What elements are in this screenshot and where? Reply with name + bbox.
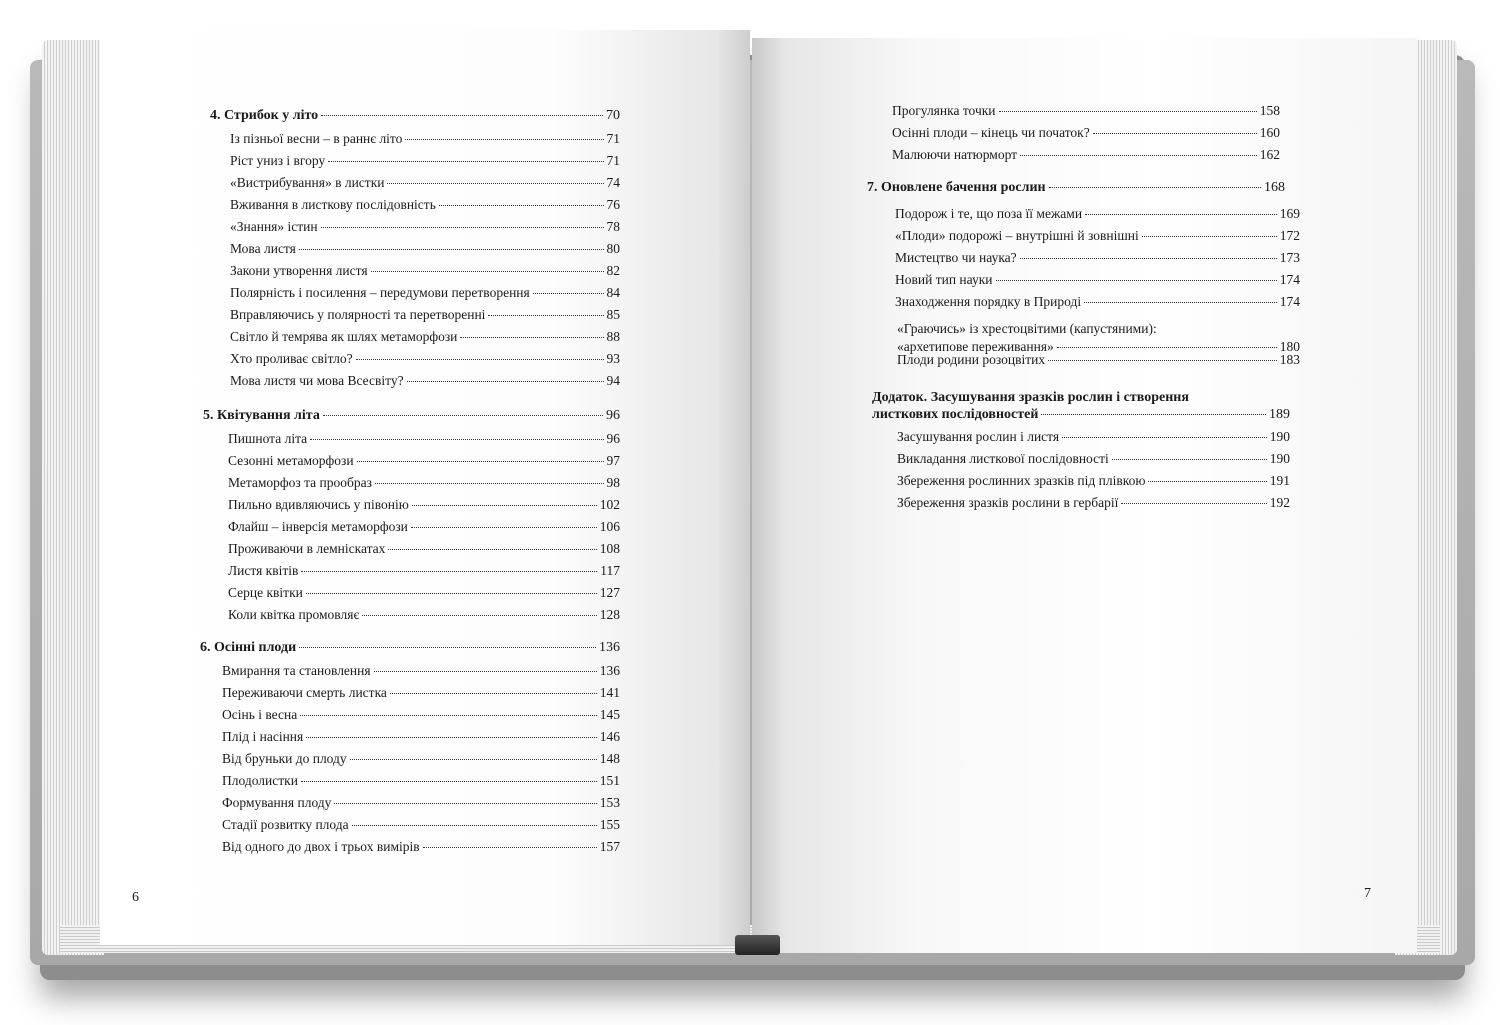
toc-entry-page: 160 — [1259, 125, 1280, 140]
dot-leader — [321, 115, 603, 116]
toc-entry[interactable] — [892, 147, 1280, 163]
dot-leader — [1020, 258, 1277, 259]
toc-entry[interactable] — [228, 519, 620, 535]
toc-entry[interactable] — [897, 473, 1290, 489]
dot-leader — [1093, 133, 1257, 134]
toc-entry-page: 82 — [606, 263, 620, 278]
dot-leader — [1112, 459, 1267, 460]
right-page — [752, 38, 1417, 953]
toc-entry-title: Вживання в листкову послідовність — [230, 197, 436, 212]
toc-entry[interactable] — [228, 475, 620, 491]
toc-entry-page: 106 — [599, 519, 620, 534]
toc-entry-title: 6. Осінні плоди — [200, 640, 297, 655]
toc-entry[interactable] — [230, 131, 620, 147]
toc-entry-page: 145 — [599, 707, 620, 722]
toc-entry-title: Знаходження порядку в Природі — [895, 294, 1082, 309]
appendix-heading-line1[interactable]: Додаток. Засушування зразків рослин і створення — [872, 390, 1189, 405]
toc-entry-title: Вправляючись у полярності та перетворенні — [230, 307, 486, 322]
dot-leader — [375, 483, 604, 484]
toc-entry[interactable] — [895, 250, 1300, 266]
dot-leader — [357, 461, 604, 462]
toc-heading[interactable] — [203, 408, 620, 424]
dot-leader — [1049, 187, 1261, 188]
toc-entry[interactable] — [228, 431, 620, 447]
dot-leader — [488, 315, 603, 316]
toc-heading[interactable] — [200, 640, 620, 656]
toc-entry[interactable] — [230, 307, 620, 323]
dot-leader — [371, 271, 604, 272]
toc-entry-page: 151 — [599, 773, 620, 788]
toc-entry-title: «Знання» істин — [230, 219, 318, 234]
dot-leader — [1121, 503, 1266, 504]
toc-entry-title: Засушування рослин і листя — [897, 429, 1060, 444]
dot-leader — [1084, 302, 1277, 303]
toc-entry[interactable] — [222, 795, 620, 811]
toc-entry-title: Збереження рослинних зразків під плівкою — [897, 473, 1146, 488]
toc-entry-page: 88 — [606, 329, 620, 344]
toc-entry[interactable] — [895, 294, 1300, 310]
dot-leader — [460, 337, 603, 338]
toc-entry-title: «Вистрибування» в листки — [230, 175, 385, 190]
toc-entry[interactable] — [222, 773, 620, 789]
toc-entry-page: 80 — [606, 241, 620, 256]
toc-entry[interactable] — [230, 153, 620, 169]
toc-entry[interactable] — [222, 663, 620, 679]
toc-entry-page: 96 — [606, 431, 620, 446]
toc-entry-title: Флайш – інверсія метаморфози — [228, 519, 408, 534]
toc-entry-page: 127 — [599, 585, 620, 600]
toc-entry[interactable] — [228, 541, 620, 557]
toc-entry[interactable] — [222, 817, 620, 833]
dot-leader — [1062, 437, 1267, 438]
toc-entry-page: 155 — [599, 817, 620, 832]
toc-entry-title: Вмирання та становлення — [222, 663, 371, 678]
toc-entry[interactable] — [230, 329, 620, 345]
dot-leader — [301, 781, 597, 782]
toc-entry[interactable] — [895, 228, 1300, 244]
dot-leader — [390, 693, 597, 694]
toc-entry[interactable] — [228, 585, 620, 601]
toc-entry[interactable] — [895, 272, 1300, 288]
toc-entry-title: Викладання листкової послідовності — [897, 451, 1109, 466]
toc-entry-title: Закони утворення листя — [230, 263, 368, 278]
toc-entry-page: 136 — [599, 663, 620, 678]
dot-leader — [362, 615, 597, 616]
toc-entry[interactable] — [230, 197, 620, 213]
toc-entry-title: Мистецтво чи наука? — [895, 250, 1017, 265]
toc-entry-title: Осінні плоди – кінець чи початок? — [892, 125, 1090, 140]
dot-leader — [1057, 347, 1277, 348]
toc-entry-page: 173 — [1279, 250, 1300, 265]
toc-entry-page: 78 — [606, 219, 620, 234]
toc-entry-page: 71 — [606, 131, 620, 146]
appendix-title: листкових послідовностей — [872, 407, 1039, 422]
toc-entry[interactable] — [222, 729, 620, 745]
toc-entry-page: 128 — [599, 607, 620, 622]
toc-entry-title: Плодолистки — [222, 773, 298, 788]
toc-entry-page: 190 — [1269, 451, 1290, 466]
toc-entry-title: Сезонні метаморфози — [228, 453, 354, 468]
toc-entry-title: Проживаючи в лемніскатах — [228, 541, 386, 556]
toc-entry-page: 146 — [599, 729, 620, 744]
dot-leader — [439, 205, 604, 206]
toc-entry-title: Листя квітів — [228, 563, 299, 578]
toc-entry-page: 97 — [606, 453, 620, 468]
dot-leader — [1020, 155, 1257, 156]
dot-leader — [411, 527, 597, 528]
toc-entry[interactable] — [230, 285, 620, 301]
dot-leader — [300, 715, 597, 716]
toc-entry-title: Подорож і те, що поза її межами — [895, 206, 1083, 221]
toc-entry[interactable] — [228, 453, 620, 469]
toc-entry[interactable] — [230, 351, 620, 367]
toc-entry-title: Ріст униз і вгору — [230, 153, 326, 168]
left-toc — [100, 30, 750, 945]
toc-entry[interactable] — [222, 839, 620, 855]
toc-entry-page: 85 — [606, 307, 620, 322]
toc-entry-title: Плоди родини розоцвітих — [897, 352, 1046, 367]
toc-entry-page: 191 — [1269, 473, 1290, 488]
toc-entry[interactable] — [897, 451, 1290, 467]
toc-entry-title: Збереження зразків рослини в гербарії — [897, 495, 1119, 510]
toc-entry-title: 7. Оновлене бачення рослин — [867, 180, 1046, 195]
toc-entry[interactable] — [222, 751, 620, 767]
toc-entry-title: Мова листя чи мова Всесвіту? — [230, 373, 404, 388]
appendix-page: 189 — [1269, 407, 1290, 422]
toc-entry[interactable] — [230, 241, 620, 257]
toc-entry-title: Хто проливає світло? — [230, 351, 353, 366]
toc-entry-title: 5. Квітування літа — [203, 408, 320, 423]
toc-entry-title: Метаморфоз та прообраз — [228, 475, 372, 490]
dot-leader — [356, 359, 604, 360]
toc-entry-title: Світло й темрява як шлях метаморфози — [230, 329, 458, 344]
toc-entry-title: Полярність і посилення – передумови перетворення — [230, 285, 530, 300]
dot-leader — [352, 825, 597, 826]
toc-entry-title: Мова листя — [230, 241, 296, 256]
toc-entry[interactable] — [228, 563, 620, 579]
dot-leader — [996, 280, 1277, 281]
dot-leader — [334, 803, 596, 804]
toc-entry-page: 76 — [606, 197, 620, 212]
toc-entry-page: 192 — [1269, 495, 1290, 510]
toc-entry-title: Осінь і весна — [222, 707, 298, 722]
toc-entry-page: 183 — [1279, 352, 1300, 367]
toc-entry-title: Коли квітка промовляє — [228, 607, 360, 622]
toc-entry-title: Із пізньої весни – в раннє літо — [230, 131, 403, 146]
dot-leader — [407, 381, 604, 382]
dot-leader — [299, 249, 604, 250]
dot-leader — [374, 671, 597, 672]
toc-entry-title: Стадії розвитку плода — [222, 817, 349, 832]
toc-entry[interactable] — [892, 103, 1280, 119]
toc-entry-title: Переживаючи смерть листка — [222, 685, 387, 700]
toc-entry-page: 148 — [599, 751, 620, 766]
toc-entry-page: 172 — [1279, 228, 1300, 243]
book-spine — [735, 935, 780, 955]
toc-entry-page: 102 — [599, 497, 620, 512]
dot-leader — [412, 505, 597, 506]
toc-entry-page: 136 — [599, 640, 620, 655]
dot-leader — [350, 759, 597, 760]
toc-entry[interactable] — [897, 495, 1290, 511]
toc-entry-title: Малюючи натюрморт — [892, 147, 1018, 162]
toc-entry[interactable] — [230, 373, 620, 389]
toc-entry-page: 93 — [606, 351, 620, 366]
toc-entry-title: Формування плоду — [222, 795, 332, 810]
toc-entry-multiline-line1[interactable]: «Граючись» із хрестоцвітими (капустяними): — [897, 321, 1157, 336]
toc-entry-page: 153 — [599, 795, 620, 810]
dot-leader — [1041, 414, 1266, 415]
dot-leader — [1148, 481, 1266, 482]
toc-entry-page: 190 — [1269, 429, 1290, 444]
dot-leader — [306, 593, 597, 594]
dot-leader — [387, 183, 603, 184]
dot-leader — [1142, 236, 1277, 237]
toc-entry-page: 117 — [600, 563, 620, 578]
toc-entry[interactable] — [228, 497, 620, 513]
toc-entry-page: 162 — [1259, 147, 1280, 162]
toc-entry-page: 84 — [606, 285, 620, 300]
toc-entry-multiline[interactable] — [897, 339, 1300, 355]
dot-leader — [301, 571, 597, 572]
dot-leader — [1048, 360, 1277, 361]
toc-entry-title: «архетипове переживання» — [897, 339, 1054, 354]
toc-entry[interactable] — [230, 175, 620, 191]
toc-entry-title: Прогулянка точки — [892, 103, 996, 118]
dot-leader — [999, 111, 1257, 112]
dot-leader — [306, 737, 597, 738]
toc-entry-page: 70 — [606, 108, 620, 123]
dot-leader — [1085, 214, 1277, 215]
appendix-heading[interactable] — [872, 407, 1290, 423]
toc-entry-page: 74 — [606, 175, 620, 190]
toc-entry-title: Від бруньки до плоду — [222, 751, 347, 766]
toc-entry-page: 180 — [1279, 339, 1300, 354]
toc-entry-page: 169 — [1279, 206, 1300, 221]
dot-leader — [321, 227, 604, 228]
toc-entry[interactable] — [897, 429, 1290, 445]
dot-leader — [533, 293, 604, 294]
toc-entry[interactable] — [230, 219, 620, 235]
toc-entry[interactable] — [892, 125, 1280, 141]
dot-leader — [388, 549, 596, 550]
toc-entry-page: 98 — [606, 475, 620, 490]
toc-entry-title: Плід і насіння — [222, 729, 304, 744]
toc-entry-page: 108 — [599, 541, 620, 556]
toc-entry-page: 71 — [606, 153, 620, 168]
toc-entry-title: Пишнота літа — [228, 431, 308, 446]
left-page-edges — [42, 40, 104, 955]
toc-heading[interactable] — [210, 108, 620, 124]
toc-entry-title: Від одного до двох і трьох вимірів — [222, 839, 420, 854]
toc-entry-page: 94 — [606, 373, 620, 388]
toc-entry-page: 158 — [1259, 103, 1280, 118]
toc-heading[interactable] — [867, 180, 1285, 196]
dot-leader — [328, 161, 603, 162]
toc-entry[interactable] — [222, 707, 620, 723]
toc-entry-page: 141 — [599, 685, 620, 700]
dot-leader — [310, 439, 603, 440]
left-page — [100, 30, 750, 945]
toc-entry[interactable] — [222, 685, 620, 701]
dot-leader — [405, 139, 603, 140]
page-number-right: 7 — [1364, 886, 1371, 901]
page-number-left: 6 — [132, 890, 139, 905]
dot-leader — [423, 847, 597, 848]
toc-entry-page: 174 — [1279, 294, 1300, 309]
toc-entry-title: Пильно вдивляючись у півонію — [228, 497, 409, 512]
dot-leader — [323, 415, 603, 416]
dot-leader — [299, 647, 596, 648]
toc-entry-title: «Плоди» подорожі – внутрішні й зовнішні — [895, 228, 1139, 243]
toc-entry-title: 4. Стрибок у літо — [210, 108, 319, 123]
right-toc — [752, 38, 1417, 953]
toc-entry-page: 168 — [1264, 180, 1285, 195]
toc-entry-title: Новий тип науки — [895, 272, 993, 287]
toc-entry[interactable] — [895, 206, 1300, 222]
toc-entry-title: Серце квітки — [228, 585, 303, 600]
toc-entry[interactable] — [228, 607, 620, 623]
toc-entry-page: 96 — [606, 408, 620, 423]
toc-entry[interactable] — [230, 263, 620, 279]
toc-entry-page: 157 — [599, 839, 620, 854]
toc-entry-page: 174 — [1279, 272, 1300, 287]
